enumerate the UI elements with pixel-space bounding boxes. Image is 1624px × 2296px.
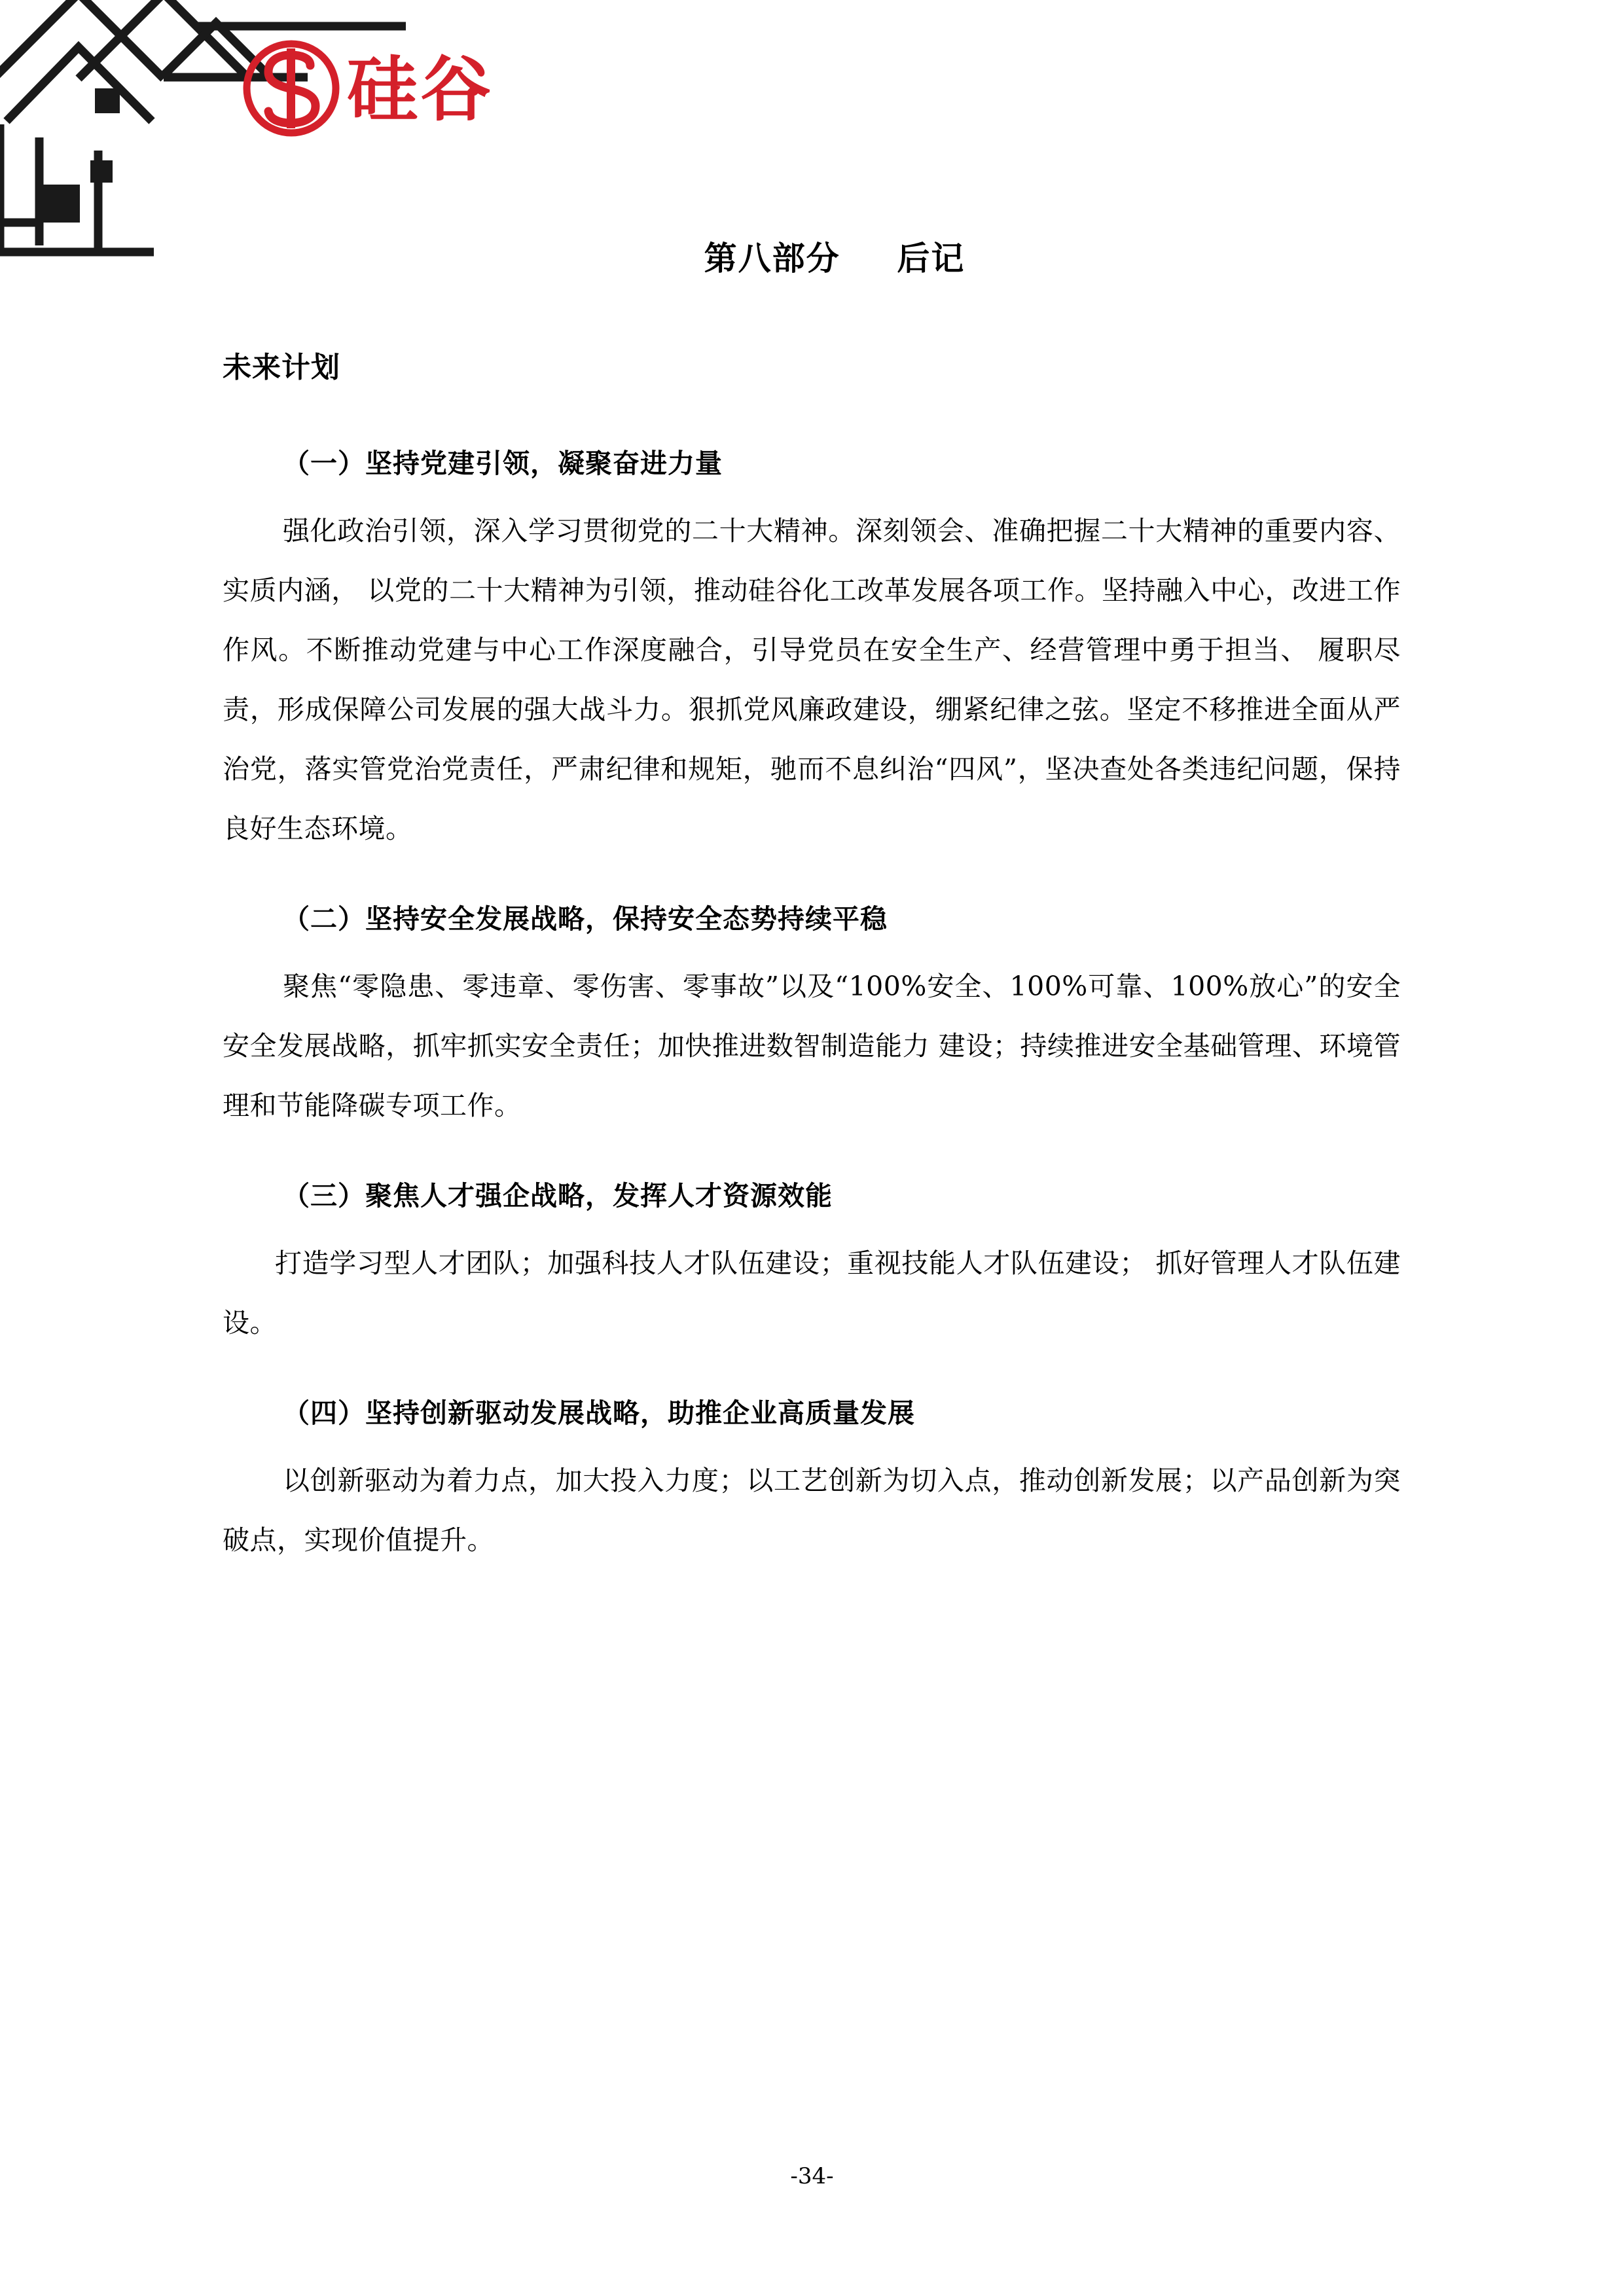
subsection-body-2: 聚焦“零隐患、零违章、零伤害、零事故”以及“100%安全、100%可靠、100%放心”的安全安全发展战略，抓牢抓实安全责任；加快推进数智制造能力 建设；持续推进安全基础管理、环境管理和节能降碳专项工作。 (223, 971, 1401, 1121)
page-title-part: 第八部分 (704, 240, 840, 278)
section-spacer (223, 1155, 1401, 1172)
stylized-s-logo-icon (242, 39, 340, 137)
page-title (223, 236, 1401, 281)
section-spacer (223, 1372, 1401, 1390)
subsection-heading-3: （三）聚焦人才强企战略，发挥人才资源效能 (283, 1180, 833, 1211)
subsection-body-3: 打造学习型人才团队；加强科技人才队伍建设；重视技能人才队伍建设； 抓好管理人才队伍建设。 (223, 1247, 1401, 1338)
subsection-body-4: 以创新驱动为着力点，加大投入力度；以工艺创新为切入点，推动创新发展；以产品创新为突破点，实现价值提升。 (223, 1465, 1401, 1556)
subsection-heading-1: （一）坚持党建引领，凝聚奋进力量 (283, 448, 723, 479)
brand-name-text: 硅谷 (347, 49, 494, 131)
section-heading-future-plan: 未来计划 (223, 351, 340, 384)
subsection-heading-2: （二）坚持安全发展战略，保持安全态势持续平稳 (283, 903, 888, 935)
section-spacer (223, 878, 1401, 895)
page-number: -34- (790, 2163, 834, 2189)
brand-logo (242, 39, 517, 151)
subsection-body-1: 强化政治引领，深入学习贯彻党的二十大精神。深刻领会、准确把握二十大精神的重要内容、实质内涵， 以党的二十大精神为引领，推动硅谷化工改革发展各项工作。坚持融入中心，改进工作作风。不断推动党建与中心工作深度融合，引导党员在安全生产、经营管理中勇于担当、 履职尽责，形成保障公司发展的强大战斗力。狠抓党风廉政建设，绷紧纪律之弦。坚定不移推进全面从严治党，落实管党治党责任，严肃纪律和规矩，驰而不息纠治“四风”，坚决查处各类违纪问题，保持良好生态环境。 (223, 515, 1401, 844)
document-content (223, 236, 1401, 1590)
page-title-name: 后记 (897, 240, 965, 278)
subsection-heading-4: （四）坚持创新驱动发展战略，助推企业高质量发展 (283, 1397, 915, 1429)
